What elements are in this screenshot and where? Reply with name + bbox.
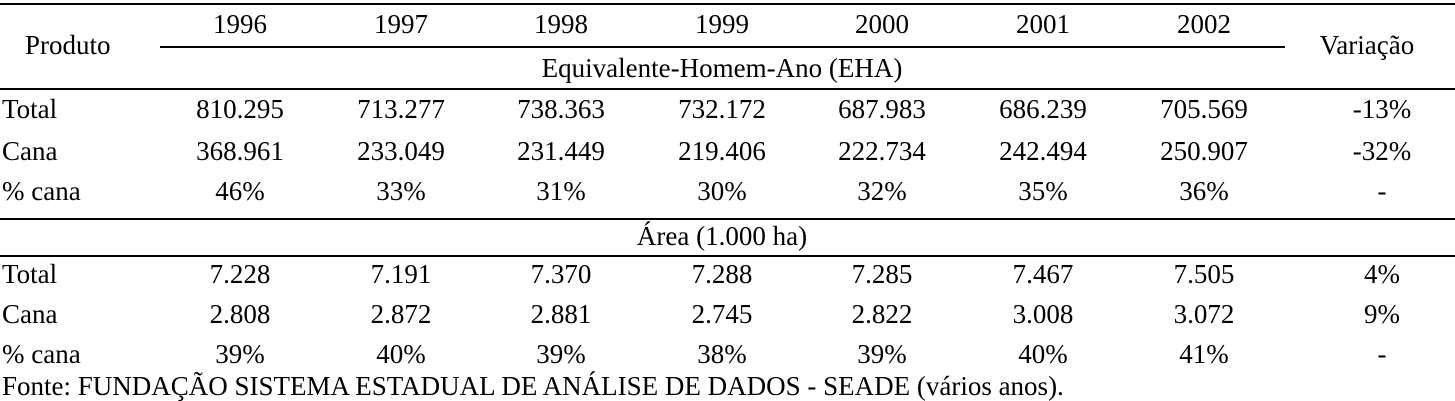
table-cell: 250.907 bbox=[1160, 136, 1248, 166]
row-label: % cana bbox=[2, 176, 81, 206]
area-top-rule bbox=[0, 218, 1455, 220]
variacao-cell: 4% bbox=[1364, 259, 1400, 289]
table-cell: 7.288 bbox=[691, 259, 753, 289]
unit-label-eha: Equivalente-Homem-Ano (EHA) bbox=[541, 53, 903, 83]
column-header-produto: Produto bbox=[25, 30, 111, 60]
table-cell: 2.822 bbox=[851, 299, 913, 329]
row-label: % cana bbox=[2, 339, 81, 369]
table-cell: 738.363 bbox=[517, 94, 605, 124]
table-cell: 7.467 bbox=[1012, 259, 1074, 289]
area-header-rule bbox=[0, 255, 1455, 257]
table-cell: 222.734 bbox=[838, 136, 926, 166]
column-header-year: 2002 bbox=[1177, 9, 1231, 39]
table-cell: 233.049 bbox=[357, 136, 445, 166]
table-cell: 3.072 bbox=[1173, 299, 1235, 329]
table-cell: 39% bbox=[857, 339, 907, 369]
table-cell: 41% bbox=[1179, 339, 1229, 369]
table-cell: 31% bbox=[536, 176, 586, 206]
section-label-area: Área (1.000 ha) bbox=[636, 221, 808, 251]
column-header-year: 1999 bbox=[695, 9, 749, 39]
table-cell: 810.295 bbox=[196, 94, 284, 124]
column-header-year: 1996 bbox=[213, 9, 267, 39]
table-cell: 32% bbox=[857, 176, 907, 206]
column-header-year: 1998 bbox=[534, 9, 588, 39]
column-header-year: 1997 bbox=[374, 9, 428, 39]
row-label: Total bbox=[2, 259, 58, 289]
table-cell: 39% bbox=[215, 339, 265, 369]
table-cell: 2.872 bbox=[370, 299, 432, 329]
variacao-cell: 9% bbox=[1364, 299, 1400, 329]
table-cell: 40% bbox=[1018, 339, 1068, 369]
table-cell: 40% bbox=[376, 339, 426, 369]
table-cell: 713.277 bbox=[357, 94, 445, 124]
table-cell: 3.008 bbox=[1012, 299, 1074, 329]
table-cell: 705.569 bbox=[1160, 94, 1248, 124]
table-cell: 219.406 bbox=[678, 136, 766, 166]
column-header-year: 2000 bbox=[855, 9, 909, 39]
variacao-cell: -13% bbox=[1352, 94, 1412, 124]
table-cell: 7.370 bbox=[530, 259, 592, 289]
source-note: Fonte: FUNDAÇÃO SISTEMA ESTADUAL DE ANÁLISE DE DADOS - SEADE (vários anos). bbox=[2, 371, 1064, 401]
table-cell: 7.285 bbox=[851, 259, 913, 289]
table-cell: 686.239 bbox=[999, 94, 1087, 124]
table-cell: 7.505 bbox=[1173, 259, 1235, 289]
header-year-rule bbox=[160, 46, 1285, 48]
table-cell: 231.449 bbox=[517, 136, 605, 166]
table-cell: 35% bbox=[1018, 176, 1068, 206]
table-cell: 2.808 bbox=[209, 299, 271, 329]
table-cell: 242.494 bbox=[999, 136, 1087, 166]
table-cell: 687.983 bbox=[838, 94, 926, 124]
variacao-cell: - bbox=[1377, 339, 1387, 369]
table-cell: 2.881 bbox=[530, 299, 592, 329]
table-cell: 732.172 bbox=[678, 94, 766, 124]
table-cell: 368.961 bbox=[196, 136, 284, 166]
table-cell: 46% bbox=[215, 176, 265, 206]
variacao-cell: - bbox=[1377, 176, 1387, 206]
table-cell: 7.228 bbox=[209, 259, 271, 289]
column-header-year: 2001 bbox=[1016, 9, 1070, 39]
table-cell: 33% bbox=[376, 176, 426, 206]
table-cell: 39% bbox=[536, 339, 586, 369]
table-cell: 36% bbox=[1179, 176, 1229, 206]
header-bottom-rule bbox=[0, 88, 1455, 90]
table-cell: 30% bbox=[697, 176, 747, 206]
variacao-cell: -32% bbox=[1352, 136, 1412, 166]
table-cell: 38% bbox=[697, 339, 747, 369]
table-cell: 7.191 bbox=[370, 259, 432, 289]
row-label: Total bbox=[2, 94, 58, 124]
row-label: Cana bbox=[2, 136, 58, 166]
column-header-variacao: Variação bbox=[1319, 30, 1415, 60]
table-cell: 2.745 bbox=[691, 299, 753, 329]
table-top-rule bbox=[0, 3, 1455, 5]
row-label: Cana bbox=[2, 299, 58, 329]
